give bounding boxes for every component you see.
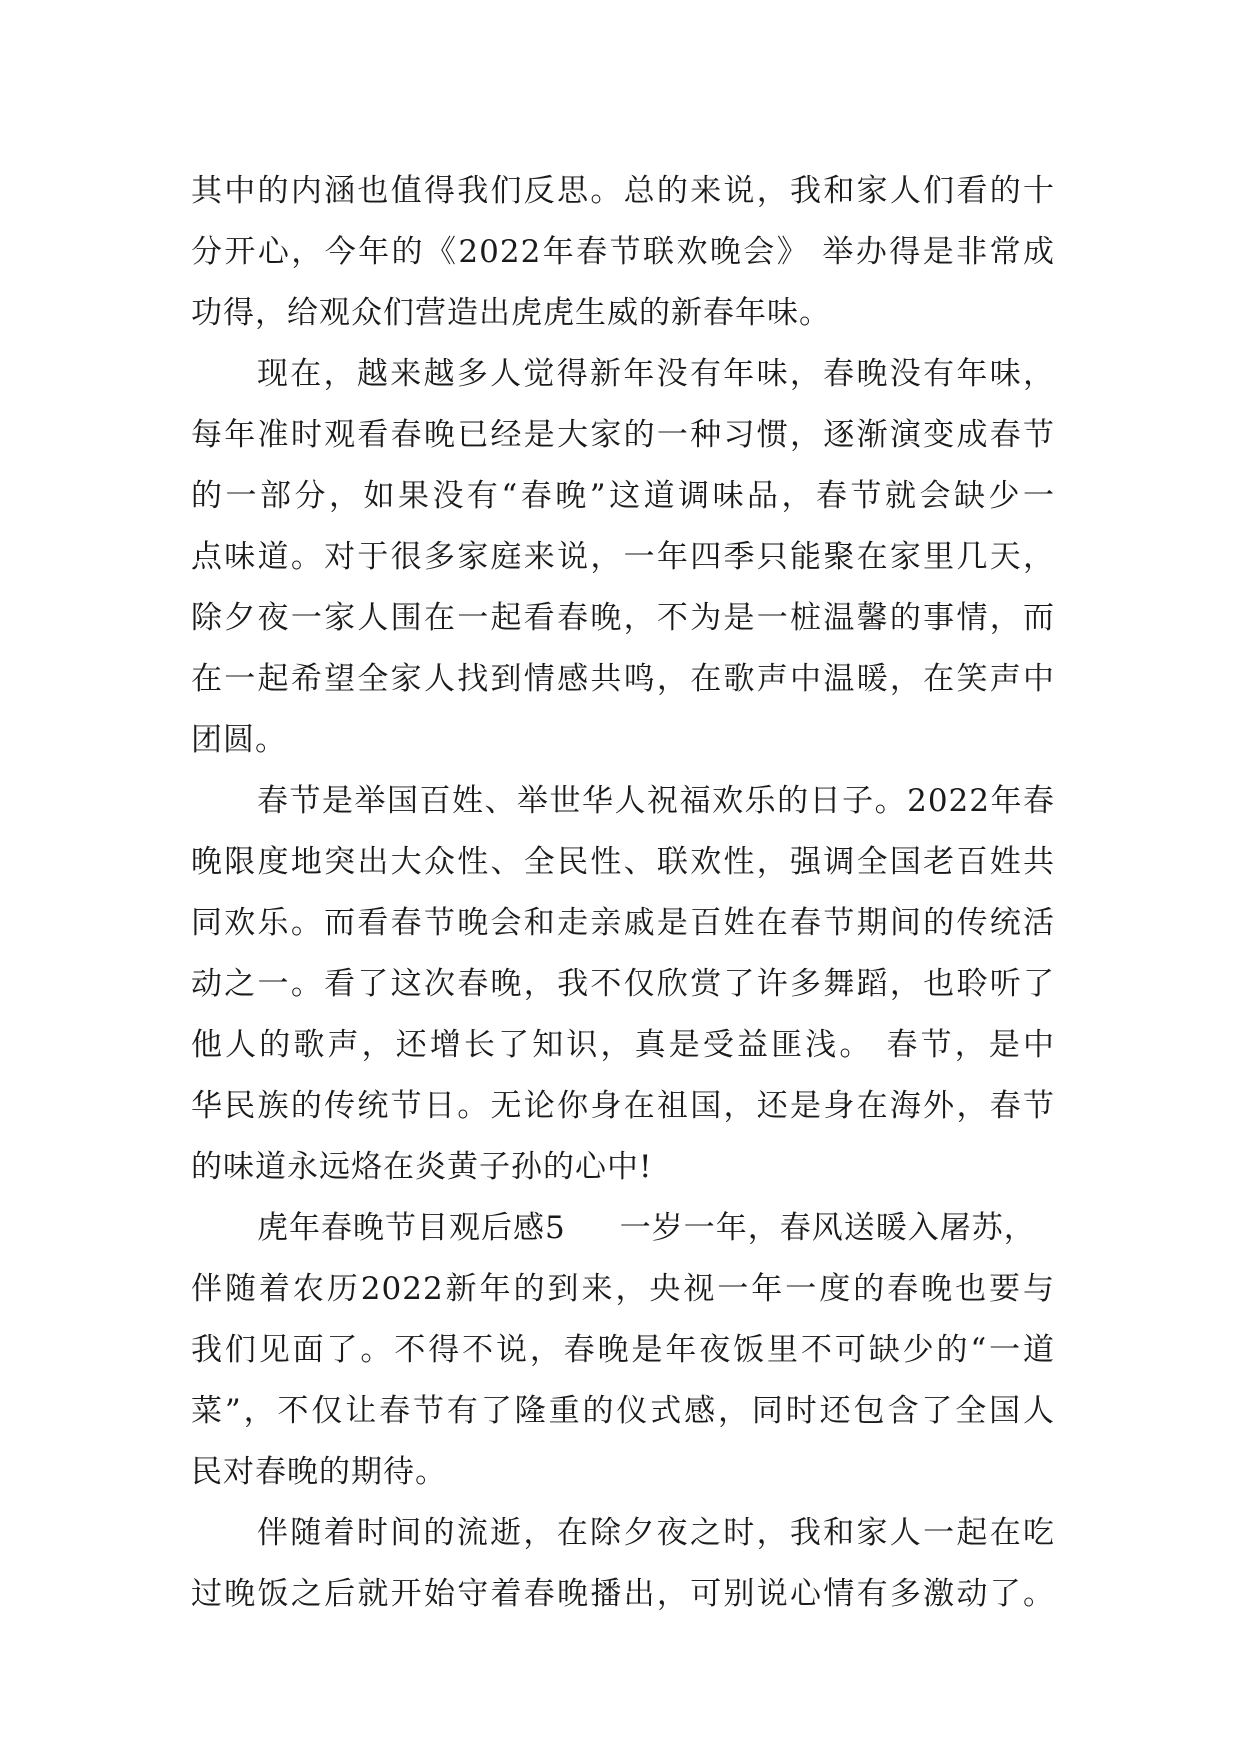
text-fragment: 一岁一年，春风送暖入屠苏， bbox=[619, 1210, 1036, 1246]
text-line: 同欢乐。而看春节晚会和走亲戚是百姓在春节期间的传统活 bbox=[191, 905, 1055, 941]
text-line: 过晚饭之后就开始守着春晚播出，可别说心情有多激动了。 bbox=[191, 1576, 1055, 1612]
text-line: 伴随着时间的流逝，在除夕夜之时，我和家人一起在吃 bbox=[257, 1515, 1055, 1551]
text-line: 我们见面了。不得不说，春晚是年夜饭里不可缺少的“一道 bbox=[191, 1332, 1055, 1368]
text-line: 分开心，今年的《2022年春节联欢晚会》 举办得是非常成 bbox=[191, 234, 1055, 270]
text-line: 晚限度地突出大众性、全民性、联欢性，强调全国老百姓共 bbox=[191, 844, 1055, 880]
text-line: 除夕夜一家人围在一起看春晚，不为是一桩温馨的事情，而 bbox=[191, 600, 1055, 636]
text-line: 的一部分，如果没有“春晚”这道调味品，春节就会缺少一 bbox=[191, 478, 1055, 514]
text-line: 团圆。 bbox=[191, 722, 287, 758]
section-heading: 虎年春晚节目观后感5 bbox=[257, 1210, 566, 1246]
text-line: 的味道永远烙在炎黄子孙的心中! bbox=[191, 1149, 653, 1185]
text-line: 在一起希望全家人找到情感共鸣，在歌声中温暖，在笑声中 bbox=[191, 661, 1055, 697]
text-line: 华民族的传统节日。无论你身在祖国，还是身在海外，春节 bbox=[191, 1088, 1055, 1124]
text-line: 动之一。看了这次春晚，我不仅欣赏了许多舞蹈，也聆听了 bbox=[191, 966, 1055, 1002]
text-line: 菜”，不仅让春节有了隆重的仪式感，同时还包含了全国人 bbox=[191, 1393, 1055, 1429]
document-body bbox=[191, 161, 1055, 1625]
text-line: 春节是举国百姓、举世华人祝福欢乐的日子。2022年春 bbox=[257, 783, 1055, 819]
text-line: 功得，给观众们营造出虎虎生威的新春年味。 bbox=[191, 295, 831, 331]
text-line: 伴随着农历2022新年的到来，央视一年一度的春晚也要与 bbox=[191, 1271, 1055, 1307]
text-line: 其中的内涵也值得我们反思。总的来说，我和家人们看的十 bbox=[191, 173, 1055, 209]
text-line: 每年准时观看春晚已经是大家的一种习惯，逐渐演变成春节 bbox=[191, 417, 1055, 453]
text-line: 民对春晚的期待。 bbox=[191, 1454, 447, 1490]
text-line: 点味道。对于很多家庭来说，一年四季只能聚在家里几天， bbox=[191, 539, 1055, 575]
text-line: 现在，越来越多人觉得新年没有年味，春晚没有年味， bbox=[257, 356, 1055, 392]
text-line: 他人的歌声，还增长了知识，真是受益匪浅。 春节，是中 bbox=[191, 1027, 1055, 1063]
section-heading-line bbox=[191, 1198, 1055, 1259]
